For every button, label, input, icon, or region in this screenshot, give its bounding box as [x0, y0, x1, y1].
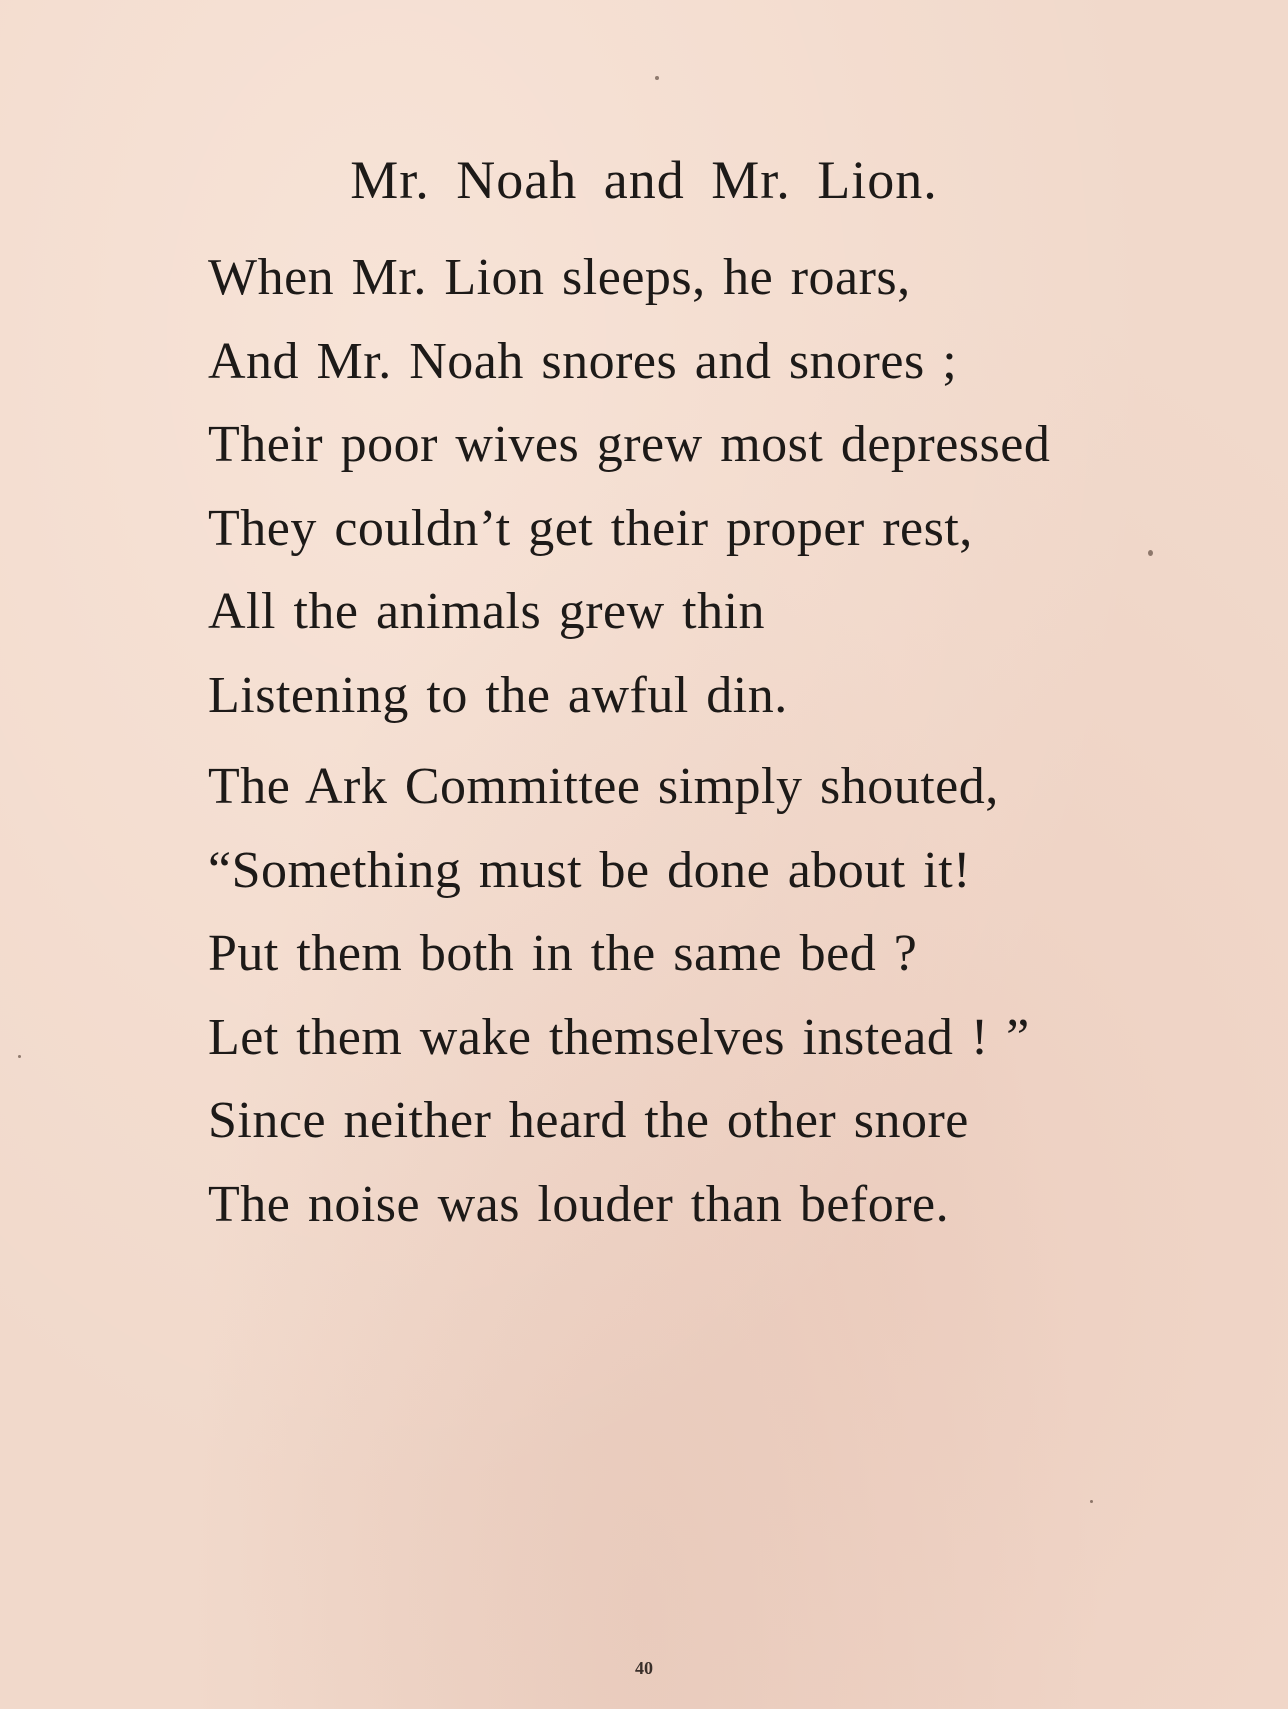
paper-speck — [1090, 1500, 1093, 1503]
poem-line: All the animals grew thin — [208, 583, 766, 640]
poem-line: The Ark Committee simply shouted, — [208, 758, 999, 815]
poem-line: And Mr. Noah snores and snores ; — [208, 332, 958, 390]
poem-line: Since neither heard the other snore — [208, 1092, 969, 1149]
poem-line: “Something must be done about it! — [208, 841, 971, 899]
poem-line: Put them both in the same bed ? — [208, 925, 918, 982]
paper-speck — [655, 76, 659, 80]
poem-line: Their poor wives grew most depressed — [208, 416, 1051, 473]
poem-line: When Mr. Lion sleeps, he roars, — [208, 249, 911, 306]
poem-title: Mr. Noah and Mr. Lion. — [350, 150, 938, 210]
paper-speck — [18, 1055, 21, 1058]
page-number: 40 — [635, 1658, 653, 1678]
poem-line: Listening to the awful din. — [208, 666, 788, 724]
poem-line: The noise was louder than before. — [208, 1175, 950, 1233]
stanza-1 — [208, 248, 1248, 749]
poem-line: Let them wake themselves instead ! ” — [208, 1008, 1030, 1066]
paper-speck — [1148, 550, 1153, 556]
poem-line: They couldn’t get their proper rest, — [208, 499, 973, 557]
stanza-2 — [208, 757, 1248, 1258]
